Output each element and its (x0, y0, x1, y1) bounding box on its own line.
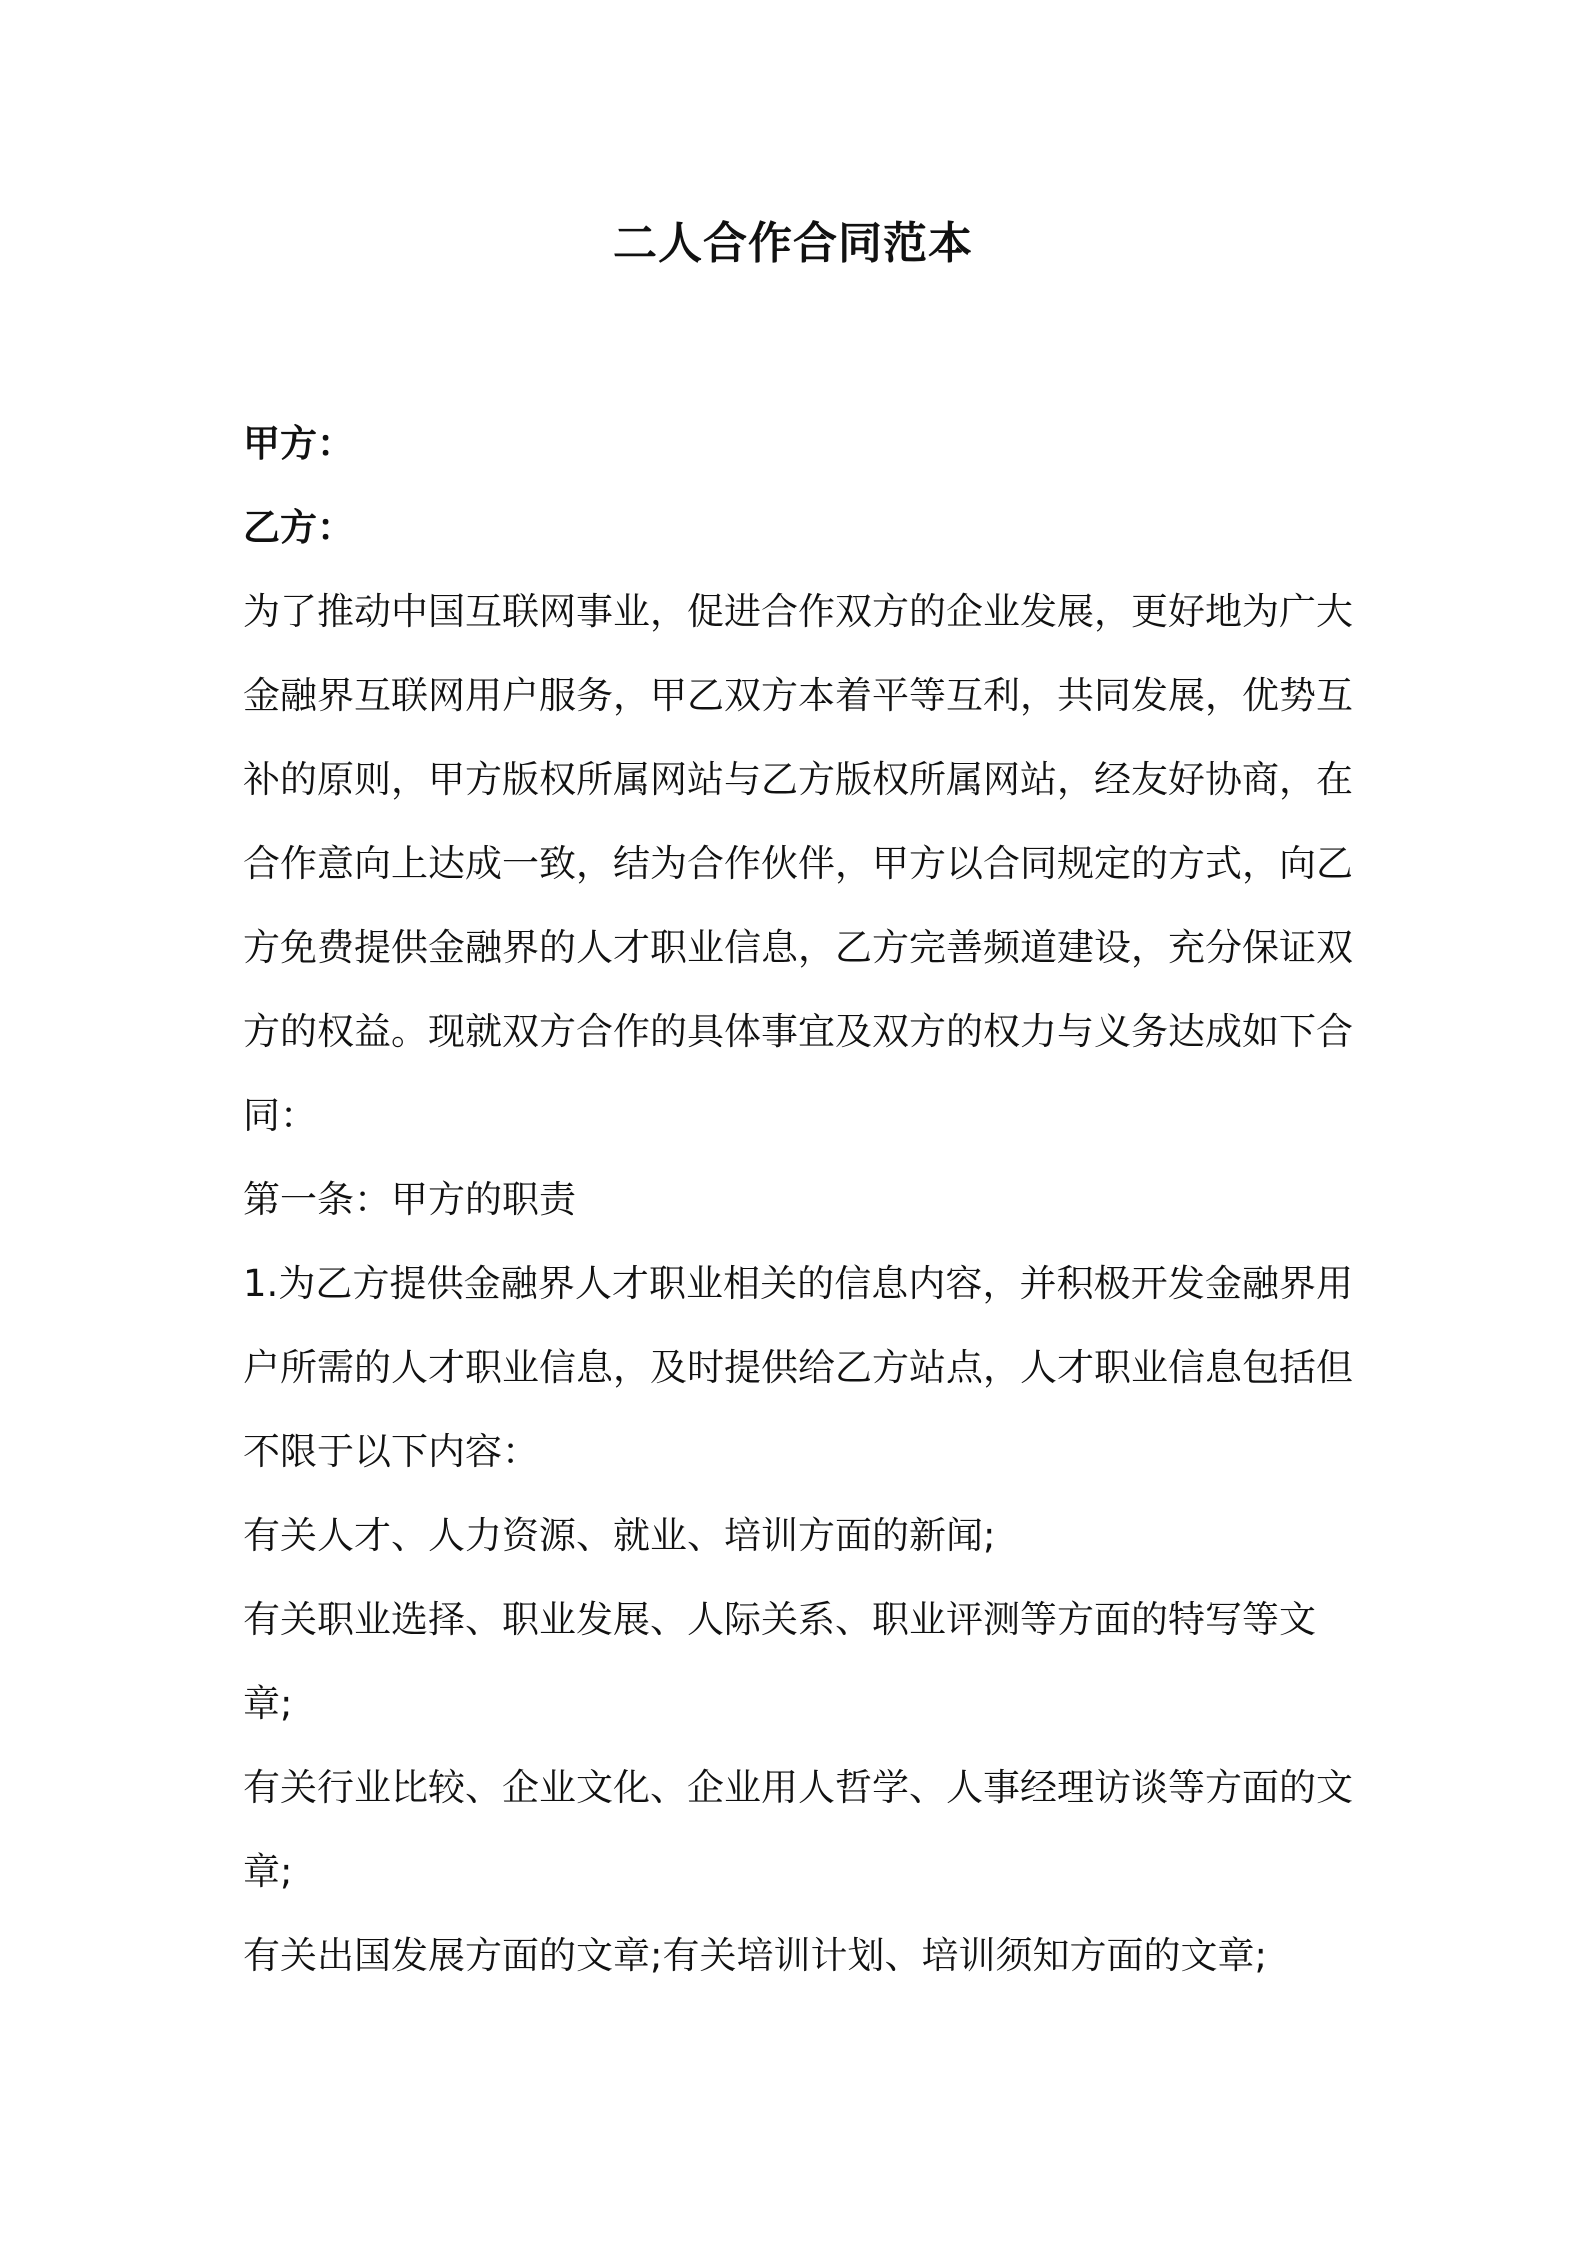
document-title: 二人合作合同范本 (613, 218, 973, 269)
list-item: 有关行业比较、企业文化、企业用人哲学、人事经理访谈等方面的文章; (243, 1766, 1353, 1893)
party-b-label: 乙方： (243, 506, 354, 549)
list-item: 有关人才、人力资源、就业、培训方面的新闻; (243, 1514, 996, 1557)
list-item: 有关出国发展方面的文章;有关培训计划、培训须知方面的文章; (243, 1934, 1267, 1977)
list-item: 有关职业选择、职业发展、人际关系、职业评测等方面的特写等文章; (243, 1598, 1316, 1725)
document-body (243, 402, 1353, 1998)
party-a-label: 甲方： (243, 422, 354, 465)
intro-paragraph: 为了推动中国互联网事业，促进合作双方的企业发展，更好地为广大金融界互联网用户服务，甲乙双方本着平等互利，共同发展，优势互补的原则，甲方版权所属网站与乙方版权所属网站，经友好协商，在合作意向上达成一致，结为合作伙伴，甲方以合同规定的方式，向乙方免费提供金融界的人才职业信息，乙方完善频道建设，充分保证双方的权益。现就双方合作的具体事宜及双方的权力与义务达成如下合同： (243, 590, 1353, 1137)
article-one-heading: 第一条：甲方的职责 (243, 1178, 576, 1221)
clause-paragraph: 1.为乙方提供金融界人才职业相关的信息内容，并积极开发金融界用户所需的人才职业信息，及时提供给乙方站点，人才职业信息包括但不限于以下内容： (243, 1262, 1353, 1473)
